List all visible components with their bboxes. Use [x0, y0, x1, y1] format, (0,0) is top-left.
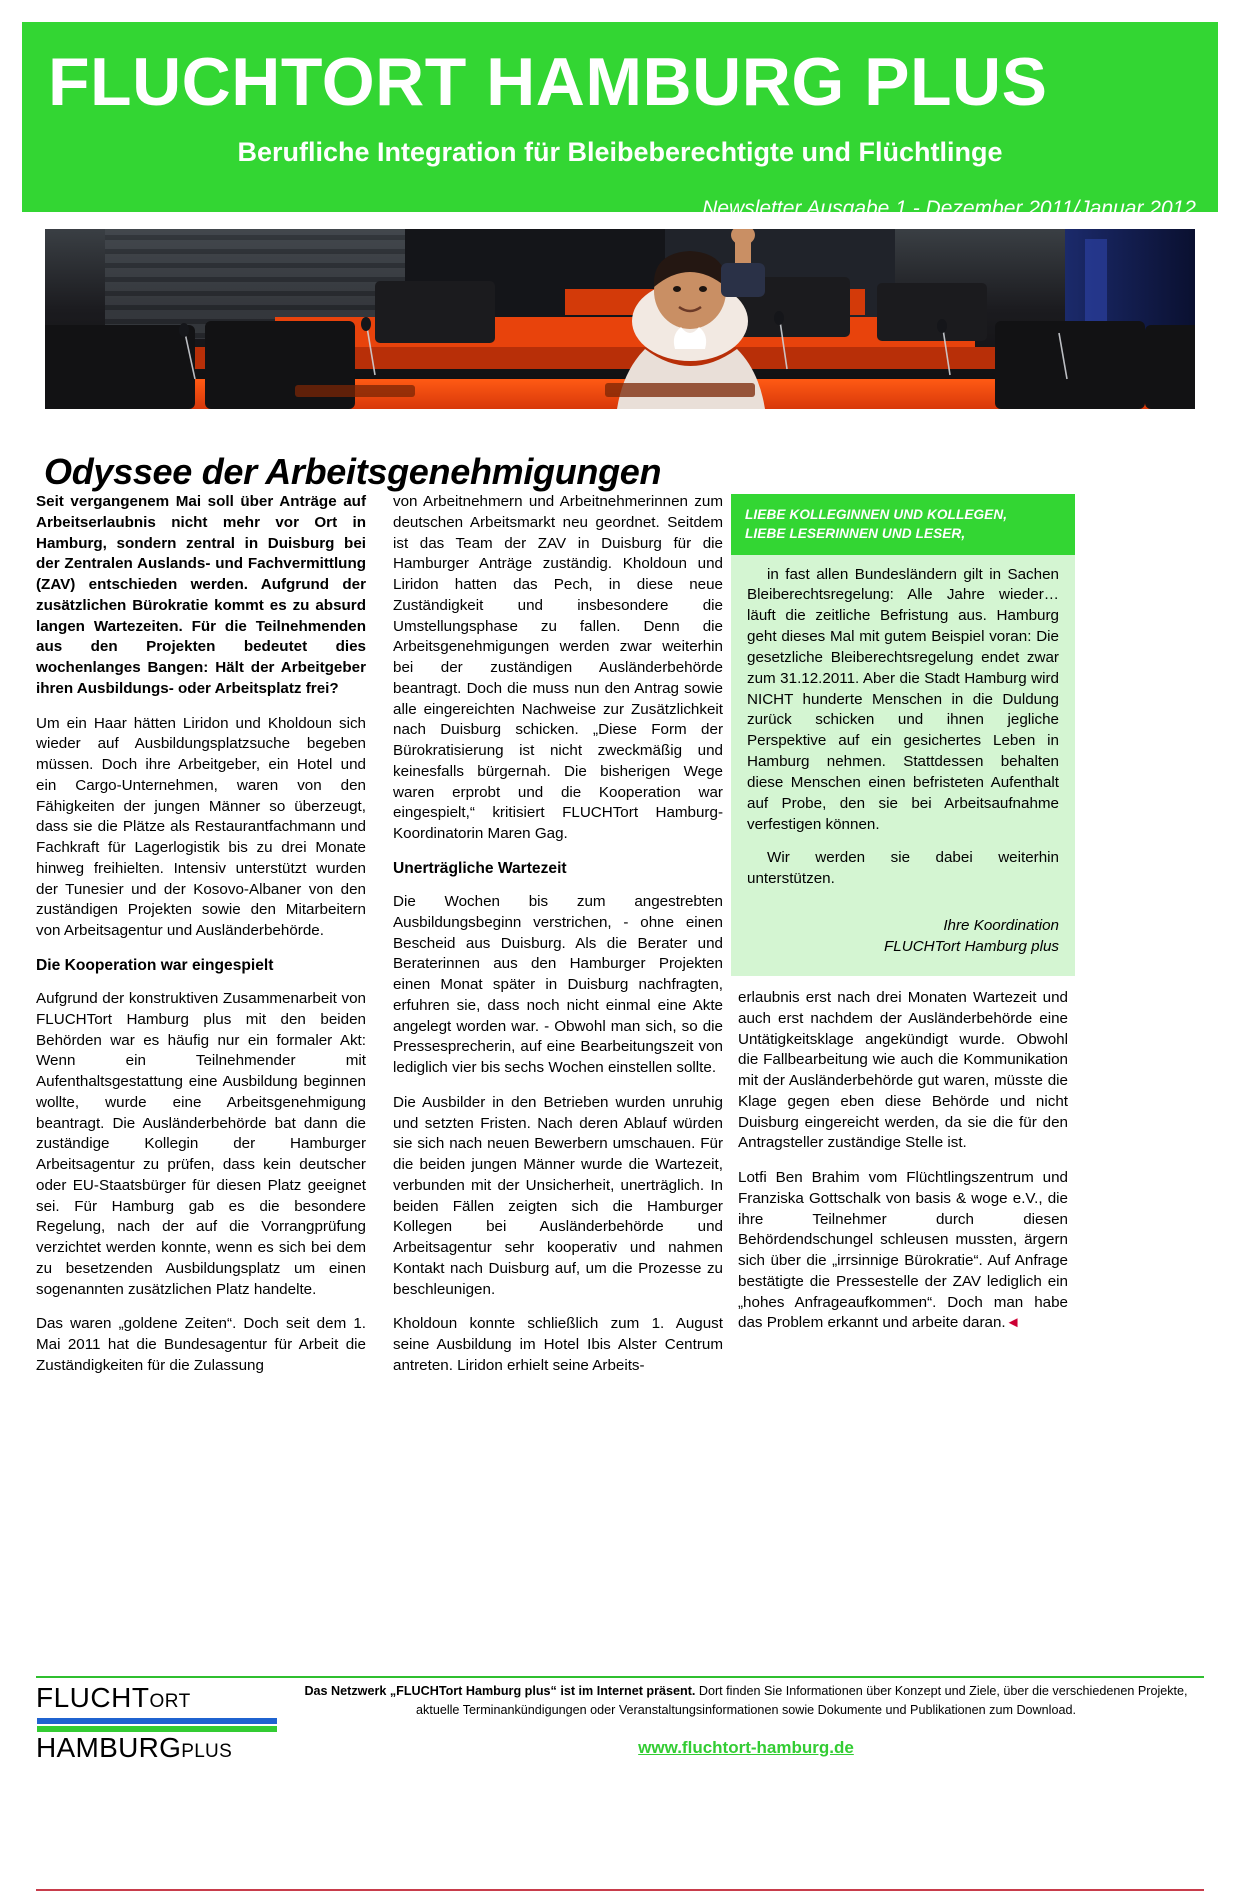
logo-ort-text: ORT [149, 1691, 191, 1712]
body-paragraph: Das waren „goldene Zeiten“. Doch seit dem 1. Mai 2011 hat die Bundesagentur für Arbeit die Zuständigkeiten für die Zulassung [36, 1315, 366, 1374]
body-paragraph-final-text: Lotfi Ben Brahim vom Flüchtlingszentrum und Franziska Gottschalk von basis & woge e.V., die ihre Teilnehmer durch diesen Behördendschungel schleusen mussten, ärgern sich über die „irrsinnige Bürokratie“. Auf Anfrage bestätigte die Pressestelle der ZAV lediglich ein „hohes Anfrageaufkommen“. Doch man habe das Problem erkannt und arbeite daran. [738, 1169, 1068, 1332]
signature-line-2: FLUCHTort Hamburg plus [884, 937, 1059, 955]
footer-blurb [291, 1682, 1201, 1720]
article-column-1 [36, 492, 366, 1391]
hero-photo [45, 229, 1195, 409]
section-subhead-wartezeit: Unerträgliche Wartezeit [393, 859, 567, 877]
signature-line-1: Ihre Koordination [943, 917, 1059, 935]
editorial-paragraph: Wir werden sie dabei weiterhin unterstützen. [747, 849, 1059, 888]
body-paragraph: Um ein Haar hätten Liridon und Kholdoun sich wieder auf Ausbildungsplatzsuche begeben müssen. Doch ihre Arbeitgeber, ein Hotel und ein Cargo-Unternehmen, waren von den Fähigkeiten der jungen Männer so überzeugt, dass sie die Plätze als Restaurantfachmann und Fachkraft für Lagerlogistik bis zu drei Monate hinweg freihielten. Intensiv unterstützt wurden der Tunesier und der Kosovo-Albaner von den zuständigen Projekten sowie den Mitarbeitern von Arbeitsagentur und Ausländerbehörde. [36, 714, 366, 939]
logo-hamburg-text: HAMBURG [36, 1732, 182, 1763]
body-paragraph: erlaubnis erst nach drei Monaten Wartezeit und auch erst nachdem der Ausländerbehörde eine Untätigkeitsklage angekündigt wurde. Obwohl die Fallbearbeitung wie auch die Kommunikation mit der Ausländerbehörde gut waren, müsste die Klage gegen eben diese Behörde und nicht Duisburg eingereicht werden, da sie die für den Antragsteller zuständige Stelle ist. [738, 989, 1068, 1152]
editorial-greeting-line-1: LIEBE KOLLEGINNEN UND KOLLEGEN, [745, 507, 1008, 522]
editorial-signature [747, 916, 1059, 958]
body-paragraph-final [738, 1168, 1068, 1334]
footer-blurb-bold: Das Netzwerk „FLUCHTort Hamburg plus“ ist im Internet präsent. [304, 1684, 696, 1698]
footer-blurb-rest: Dort finden Sie Informationen über Konzept und Ziele, über die verschiedenen Projekte, aktuelle Terminankündigungen oder Veranstaltungsinformationen sowie Dokumente und Publikationen zum Download. [416, 1684, 1188, 1717]
body-paragraph: Kholdoun konnte schließlich zum 1. August seine Ausbildung im Hotel Ibis Alster Centrum antreten. Liridon erhielt seine Arbeits- [393, 1315, 723, 1374]
fluchtort-logo [36, 1682, 281, 1763]
body-paragraph: von Arbeitnehmern und Arbeitnehmerinnen zum deutschen Arbeitsmarkt neu geordnet. Seitdem ist das Team der ZAV in Duisburg für die Hamburger Anträge zuständig. Kholdoun und Liridon hatten das Pech, in diese neue Zuständigkeit und insbesondere die Umstellungsphase zu fallen. Denn die Arbeitsgenehmigungen werden zwar weiterhin bei der zuständigen Ausländerbehörde beantragt. Doch die muss nun den Antrag sowie alle eingereichten Nachweise zur Zusätzlichkeit nach Duisburg schicken. „Diese Form der Bürokratisierung ist nicht zweckmäßig und keinesfalls bürgernah. Die bisherigen Wege waren erprobt und die Kooperation war eingespielt,“ kritisiert FLUCHTort Hamburg-Koordinatorin Maren Gag. [393, 493, 723, 842]
logo-line-2 [36, 1734, 232, 1762]
body-paragraph: Die Wochen bis zum angestrebten Ausbildungsbeginn verstrichen, - ohne einen Bescheid aus Duisburg. Als die Berater und Beraterinnen aus den Hamburger Projekten einen Monat später in Duisburg nachfragten, erfuhren sie, dass noch nicht einmal eine Akte angelegt worden war. - Obwohl man sich, so die Pressesprecherin, auf eine Bearbeitungszeit von lediglich vier bis sechs Wochen einstellen sollte. [393, 893, 723, 1077]
article-headline: Odyssee der Arbeitsgenehmigungen [44, 451, 662, 493]
footer [36, 1682, 1204, 1763]
masthead-banner [22, 22, 1218, 220]
article-column-2 [393, 492, 723, 1391]
end-of-article-marker: ◄ [1005, 1314, 1021, 1332]
body-paragraph: Die Ausbilder in den Betrieben wurden unruhig und setzten Fristen. Nach deren Ablauf würden sie sich nach neuen Bewerbern umschauen. Für die beiden jungen Männer wurde die Wartezeit, verbunden mit der Unsicherheit, unerträglich. In beiden Fällen zeigten sich die Hamburger Kollegen bei Ausländerbehörde und Arbeitsagentur sehr kooperativ und nahmen Kontakt nach Duisburg auf, um die Prozesse zu beschleunigen. [393, 1093, 723, 1298]
editorial-box [731, 494, 1075, 976]
editorial-box-body [731, 555, 1075, 976]
editorial-greeting-line-2: LIEBE LESERINNEN UND LESER, [745, 526, 966, 542]
publication-subtitle: Berufliche Integration für Bleibeberechtigte und Flüchtlinge [237, 137, 1003, 167]
article-column-3 [738, 988, 1068, 1348]
publication-title: FLUCHTORT HAMBURG PLUS [48, 44, 1048, 120]
editorial-box-header [731, 494, 1075, 555]
section-subhead-kooperation: Die Kooperation war eingespielt [36, 956, 274, 974]
logo-flucht-text: FLUCHT [36, 1682, 150, 1713]
issue-line: Newsletter Ausgabe 1 - Dezember 2011/Januar 2012 [702, 197, 1196, 220]
website-link[interactable]: www.fluchtort-hamburg.de [638, 1738, 854, 1757]
footer-rule-top [36, 1676, 1204, 1678]
logo-bar-blue [37, 1718, 277, 1724]
editorial-paragraph: in fast allen Bundesländern gilt in Sachen Bleiberechtsregelung: Alle Jahre wieder… läuft die zeitliche Befristung aus. Hamburg geht dieses Mal mit gutem Beispiel voran: Die gesetzliche Bleiberechtsregelung endet zwar zum 31.12.2011. Aber die Stadt Hamburg wird NICHT hunderte Menschen in die Duldung zurück schicken und ihnen jegliche Perspektive auf ein gesichertes Leben in Hamburg nehmen. Stattdessen behalten diese Menschen einen befristeten Aufenthalt auf Probe, den sie bei Arbeitsaufnahme verfestigen können. [747, 565, 1059, 833]
logo-line-1 [36, 1684, 191, 1712]
lead-paragraph: Seit vergangenem Mai soll über Anträge auf Arbeitserlaubnis nicht mehr vor Ort in Hamburg, sondern zentral in Duisburg bei der Zentralen Auslands- und Fachvermittlung (ZAV) entschieden werden. Aufgrund der zusätzlichen Bürokratie kommt es zu absurd langen Wartezeiten. Für die Teilnehmenden aus den Projekten bedeutet dies wochenlanges Bangen: Hält der Arbeitgeber ihren Ausbildungs- oder Arbeitsplatz frei? [36, 493, 366, 697]
logo-plus-text: PLUS [181, 1741, 233, 1762]
body-paragraph: Aufgrund der konstruktiven Zusammenarbeit von FLUCHTort Hamburg plus mit den beiden Behörden war es häufig nur ein formaler Akt: Wenn ein Teilnehmender mit Aufenthaltsgestattung eine Ausbildung beginnen wollte, wurde eine Arbeitsgenehmigung beantragt. Die Ausländerbehörde bat dann die zuständige Kollegin der Hamburger Arbeitsagentur zu prüfen, dass kein deutscher oder EU-Staatsbürger für diesen Platz geeignet sei. Für Hamburg gab es die besondere Regelung, nach der auf die Vorrangprüfung verzichtet werden konnte, wenn es sich bei dem zu besetzenden Ausbildungsplatz um einen sogenannten zusätzlichen Platz handelte. [36, 990, 366, 1298]
